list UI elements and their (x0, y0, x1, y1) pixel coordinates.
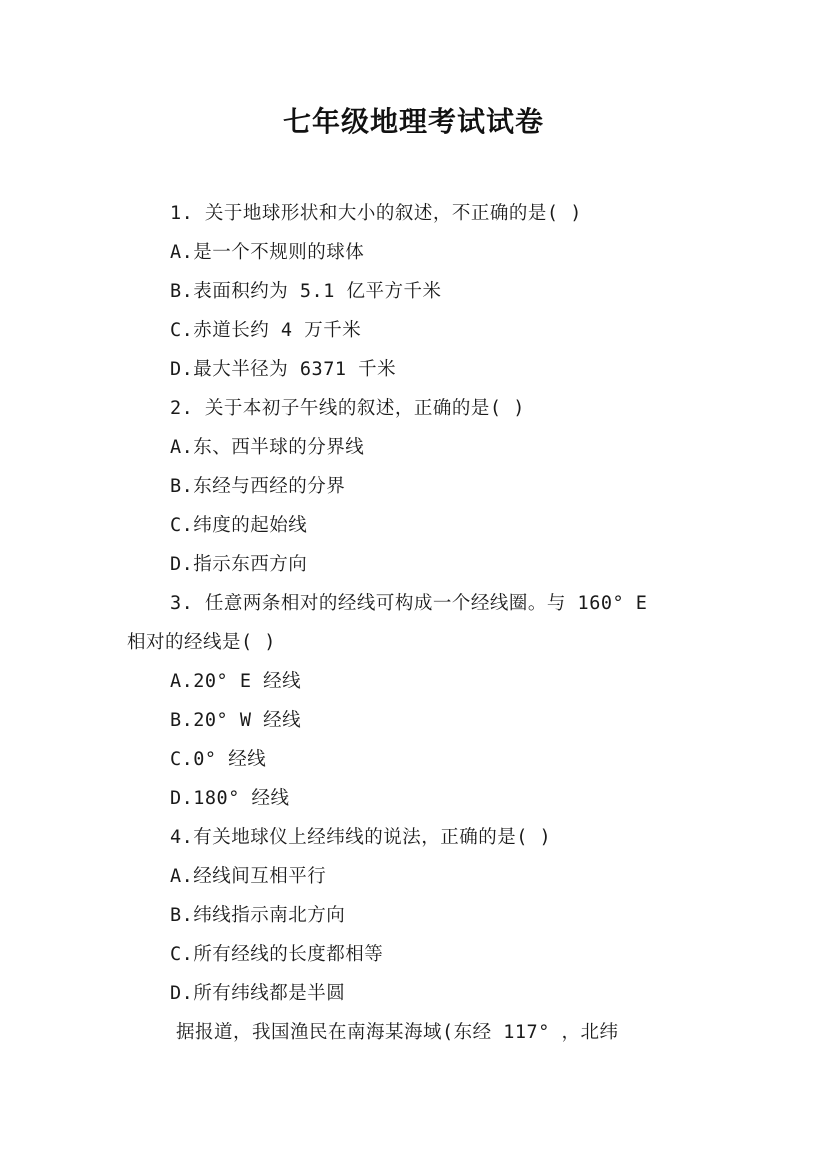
question-2: 2. 关于本初子午线的叙述，正确的是( ) (170, 398, 525, 419)
q3-option-a: A.20° E 经线 (170, 671, 302, 692)
q1-option-d: D.最大半径为 6371 千米 (170, 359, 397, 380)
document-title: 七年级地理考试试卷 (282, 105, 544, 138)
q2-option-a: A.东、西半球的分界线 (170, 437, 365, 458)
question-3: 3. 任意两条相对的经线可构成一个经线圈。与 160° E (170, 593, 648, 614)
passage-intro: 据报道，我国渔民在南海某海域(东经 117° ，北纬 (176, 1022, 619, 1043)
q4-option-b: B.纬线指示南北方向 (170, 905, 346, 926)
q1-option-c: C.赤道长约 4 万千米 (170, 320, 362, 341)
q4-option-a: A.经线间互相平行 (170, 866, 327, 887)
question-3-continued: 相对的经线是( ) (127, 632, 276, 653)
q4-option-d: D.所有纬线都是半圆 (170, 983, 346, 1004)
q3-option-b: B.20° W 经线 (170, 710, 302, 731)
q2-option-b: B.东经与西经的分界 (170, 476, 346, 497)
q2-option-c: C.纬度的起始线 (170, 515, 308, 536)
q3-option-d: D.180° 经线 (170, 788, 290, 809)
q3-option-c: C.0° 经线 (170, 749, 267, 770)
question-4: 4.有关地球仪上经纬线的说法，正确的是( ) (170, 827, 552, 848)
q2-option-d: D.指示东西方向 (170, 554, 308, 575)
q4-option-c: C.所有经线的长度都相等 (170, 944, 384, 965)
q1-option-b: B.表面积约为 5.1 亿平方千米 (170, 281, 442, 302)
question-1: 1. 关于地球形状和大小的叙述，不正确的是( ) (170, 203, 582, 224)
q1-option-a: A.是一个不规则的球体 (170, 242, 365, 263)
